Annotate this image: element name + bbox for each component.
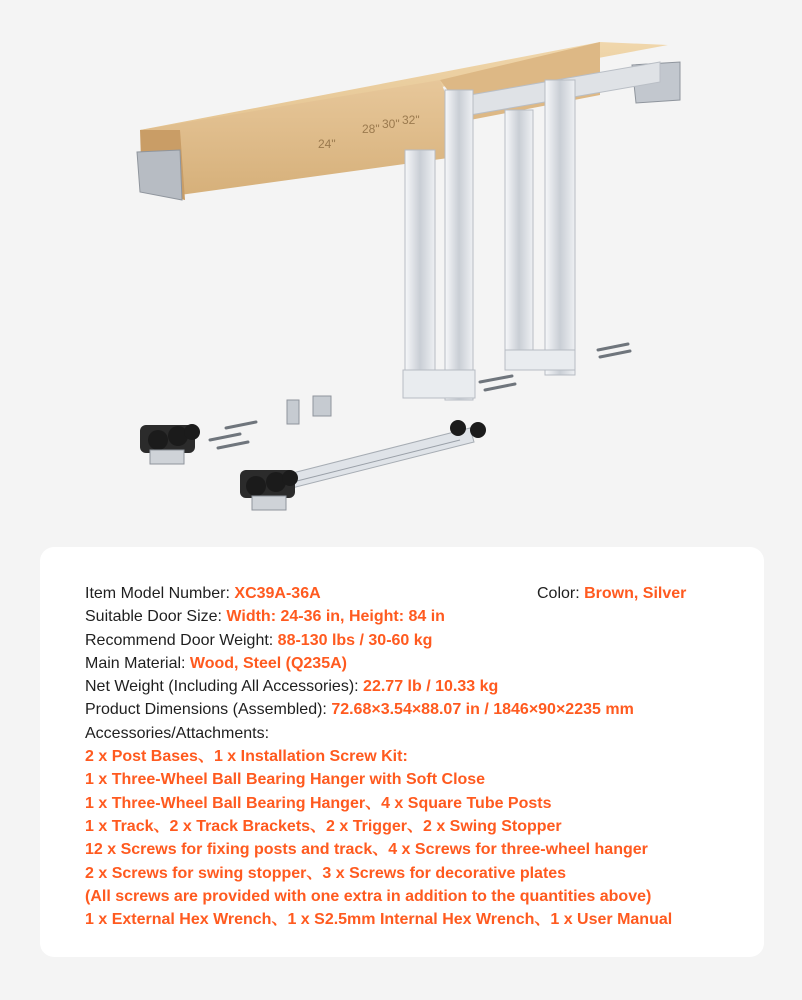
spec-row-accessories-label	[85, 722, 725, 745]
accessory-item: 1 x External Hex Wrench、1 x S2.5mm Internal Hex Wrench、1 x User Manual	[85, 911, 673, 929]
spec-label-net-weight: Net Weight (Including All Accessories):	[85, 678, 364, 696]
spec-label-dimensions: Product Dimensions (Assembled):	[85, 701, 332, 719]
spec-label-material: Main Material:	[85, 654, 190, 672]
accessory-item: 1 x Three-Wheel Ball Bearing Hanger with Soft Close	[85, 771, 486, 789]
spec-label-door-size: Suitable Door Size:	[85, 608, 227, 626]
spec-value-door-weight: 88-130 lbs / 30-60 kg	[277, 631, 433, 649]
spec-row-material	[85, 652, 725, 675]
spec-value-dimensions: 72.68×3.54×88.07 in / 1846×90×2235 mm	[331, 701, 634, 719]
spec-label-color: Color:	[537, 585, 585, 602]
wheel-hanger-icon	[140, 420, 486, 510]
spec-value-model: XC39A-36A	[234, 585, 321, 602]
spec-row-dimensions	[85, 698, 725, 721]
accessory-item: 1 x Track、2 x Track Brackets、2 x Trigger、2 x Swing Stopper	[85, 817, 562, 835]
spec-value-net-weight: 22.77 lb / 10.33 kg	[363, 678, 499, 696]
accessory-item: 2 x Screws for swing stopper、3 x Screws for decorative plates	[85, 864, 567, 882]
spec-value-door-size: Width: 24-36 in, Height: 84 in	[226, 608, 445, 626]
spec-row-net-weight	[85, 675, 725, 698]
spec-label-door-weight: Recommend Door Weight:	[85, 631, 278, 649]
spec-value-color: Brown, Silver	[584, 585, 687, 602]
spec-list	[85, 582, 725, 931]
accessory-item: (All screws are provided with one extra in addition to the quantities above)	[85, 887, 652, 905]
accessory-item: 2 x Post Bases、1 x Installation Screw Kit:	[85, 748, 408, 766]
header-mark-24: 24"	[318, 137, 336, 151]
spec-color	[537, 582, 686, 605]
wooden-header-icon	[140, 42, 668, 200]
spec-label-model: Item Model Number:	[85, 585, 235, 602]
header-mark-28: 28"	[362, 122, 380, 136]
header-mark-32: 32"	[402, 113, 420, 127]
spec-row-model	[85, 582, 725, 605]
accessories-label: Accessories/Attachments:	[85, 724, 270, 742]
track-icon	[265, 428, 474, 494]
header-mark-30: 30"	[382, 117, 400, 131]
spec-value-material: Wood, Steel (Q235A)	[189, 654, 347, 672]
accessory-item: 12 x Screws for fixing posts and track、4 x Screws for three-wheel hanger	[85, 841, 648, 859]
spec-row-door-size	[85, 605, 725, 628]
accessory-item: 1 x Three-Wheel Ball Bearing Hanger、4 x Square Tube Posts	[85, 794, 552, 812]
spec-row-door-weight	[85, 629, 725, 652]
